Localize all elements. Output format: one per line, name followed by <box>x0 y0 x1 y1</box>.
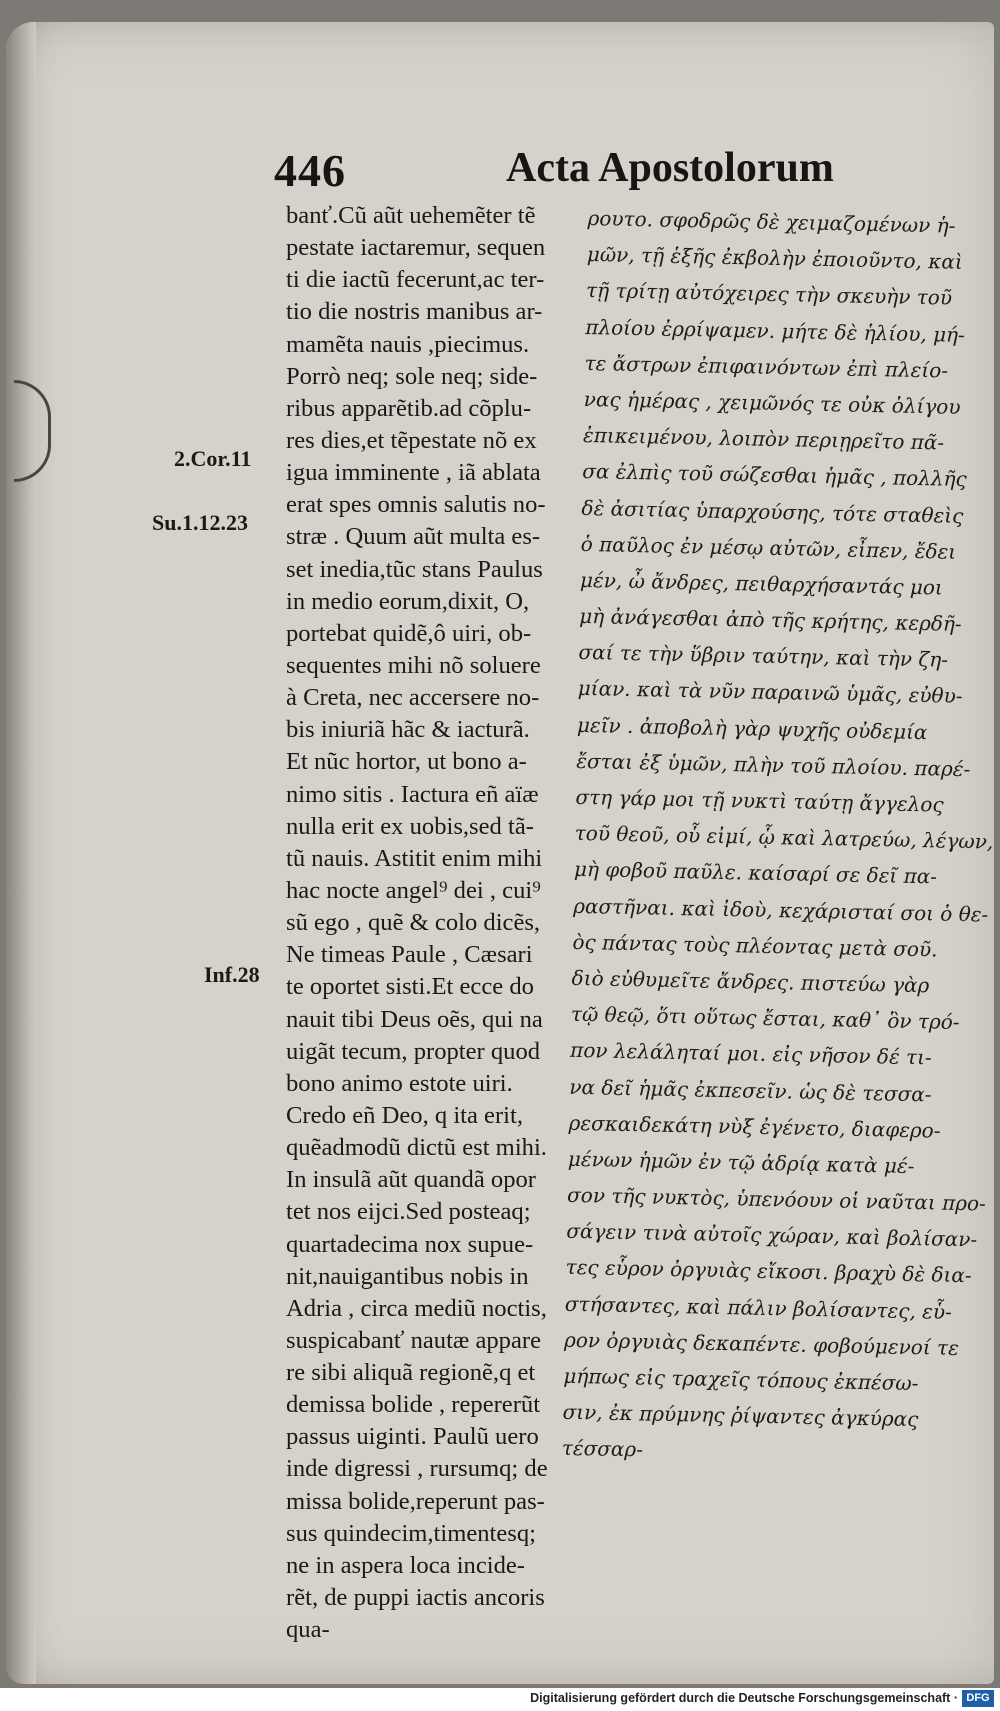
latin-line: tũ nauis. Astitit enim mihi <box>286 844 543 872</box>
latin-line: sequentes mihi nõ soluere <box>286 651 541 679</box>
greek-line: πλοίου ἐρρίψαμεν. μήτε δὲ ἡλίου, μή- <box>585 314 966 347</box>
latin-line: sus quindecim,timentesq; <box>286 1519 537 1547</box>
latin-line: qua- <box>286 1616 330 1644</box>
greek-line: τέσσαρ- <box>561 1436 644 1462</box>
latin-line: ti die iactũ fecerunt,ac ter- <box>286 266 545 294</box>
greek-line: μεῖν . ἀποβολὴ γὰρ ψυχῆς οὐδεμία <box>576 712 928 744</box>
greek-line: ρουτο. σφοδρῶς δὲ χειμαζομένων ἡ- <box>587 205 956 238</box>
latin-line: uigãt tecum, propter quod <box>286 1037 541 1065</box>
greek-line: να δεῖ ἡμᾶς ἐκπεσεῖν. ὡς δὲ τεσσα- <box>569 1074 932 1106</box>
dfg-logo: DFG <box>962 1690 994 1707</box>
greek-line: ὸς πάντας τοὺς πλέοντας μετὰ σοῦ. <box>572 929 938 962</box>
latin-line: igua imminente , iã ablata <box>286 459 541 487</box>
latin-line: portebat quidẽ,ô uiri, ob- <box>286 619 532 647</box>
latin-line: Et nũc hortor, ut bono a- <box>286 748 527 776</box>
greek-line: ρεσκαιδεκάτη νὺξ ἐγένετο, διαφερο- <box>568 1110 941 1143</box>
greek-line: σιν, ἐκ πρύμνης ῥίψαντες ἀγκύρας <box>562 1399 919 1432</box>
latin-line: Credo eñ Deo, q ita erit, <box>286 1101 523 1129</box>
latin-line: tet nos eijci.Sed posteaq; <box>286 1198 531 1226</box>
latin-line: banť.Cũ aũt uehemẽter tẽ <box>286 202 536 229</box>
running-title: Acta Apostolorum <box>506 145 834 191</box>
greek-text-column <box>561 200 994 1474</box>
latin-line: sũ ego , quẽ & colo dicẽs, <box>286 909 541 937</box>
latin-line: re sibi aliquã regionẽ,q et <box>286 1359 536 1387</box>
latin-line: quartadecima nox supue- <box>286 1230 534 1258</box>
page-header <box>6 144 994 204</box>
margin-note: Inf.28 <box>204 962 260 987</box>
greek-line: τοῦ θεοῦ, οὗ εἰμί, ᾧ καὶ λατρεύω, λέγων, <box>574 821 994 854</box>
greek-line: μὴ ἀνάγεσθαι ἀπὸ τῆς κρήτης, κερδῆ- <box>579 603 962 636</box>
latin-line: demissa bolide , repererũt <box>286 1391 541 1419</box>
greek-line: τῇ τρίτῃ αὐτόχειρες τὴν σκευὴν τοῦ <box>585 278 953 311</box>
greek-line: μὴ φοβοῦ παῦλε. καίσαρί σε δεῖ πα- <box>573 857 938 889</box>
greek-line: σον τῆς νυκτὸς, ὑπενόουν οἱ ναῦται προ- <box>566 1182 987 1216</box>
page-gutter-shadow <box>6 22 36 1684</box>
greek-line: σαί τε τὴν ὕβριν ταύτην, καὶ τὴν ζη- <box>578 640 949 672</box>
latin-line: suspicabanť nautæ appare <box>286 1326 541 1354</box>
latin-line: passus uiginti. Paulũ uero <box>286 1423 539 1451</box>
latin-line: tio die nostris manibus ar- <box>286 298 543 326</box>
page-number: 446 <box>274 145 346 196</box>
greek-line: ὁ παῦλος ἐν μέσῳ αὐτῶν, εἶπεν, ἔδει <box>580 531 957 564</box>
greek-line: στήσαντες, καὶ πάλιν βολίσαντες, εὗ- <box>564 1291 953 1324</box>
latin-line: mamẽta nauis ,piecimus. <box>286 330 530 358</box>
margin-note: Su.1.12.23 <box>152 510 248 535</box>
greek-line: σα ἐλπὶς τοῦ σώζεσθαι ἡμᾶς , πολλῆς <box>582 459 968 492</box>
binding-ring <box>14 380 51 482</box>
latin-line: pestate iactaremur, sequen <box>286 234 546 262</box>
margin-note: 2.Cor.11 <box>174 446 252 471</box>
latin-line: In insulã aũt quandã opor <box>286 1166 536 1194</box>
greek-line: τες εὗρον ὀργυιὰς εἴκοσι. βραχὺ δὲ δια- <box>565 1255 972 1288</box>
latin-line: stræ . Quum aũt multa es- <box>286 523 541 551</box>
greek-line: μῶν, τῇ ἑξῆς ἐκβολὴν ἐποιοῦντο, καὶ <box>586 242 963 275</box>
greek-line: σάγειν τινὰ αὐτοῖς χώραν, καὶ βολίσαν- <box>566 1219 978 1252</box>
latin-line: erat spes omnis salutis no- <box>286 491 546 519</box>
latin-line: Porrò neq; sole neq; side- <box>286 362 538 390</box>
digitization-footer <box>0 1688 1000 1711</box>
greek-line: μήπως εἰς τραχεῖς τόπους ἐκπέσω- <box>563 1363 919 1396</box>
latin-line: Ne timeas Paule , Cæsari <box>286 941 533 969</box>
greek-line: νας ἡμέρας , χειμῶνός τε οὐκ ὀλίγου <box>583 386 961 419</box>
greek-line: τε ἄστρων ἐπιφαινόντων ἐπὶ πλείο- <box>584 350 949 383</box>
greek-line: διὸ εὐθυμεῖτε ἄνδρες. πιστεύω γὰρ <box>571 965 930 998</box>
footer-credit: Digitalisierung gefördert durch die Deutsche Forschungsgemeinschaft · <box>530 1691 958 1705</box>
latin-line: ribus apparẽtib.ad cõplu- <box>286 394 532 422</box>
greek-line: τῷ θεῷ, ὅτι οὕτως ἔσται, καθ᾽ ὃν τρό- <box>570 1001 960 1035</box>
greek-line: πον λελάληταί μοι. εἰς νῆσον δέ τι- <box>569 1038 932 1070</box>
greek-line: μένων ἡμῶν ἐν τῷ ἀδρίᾳ κατὰ μέ- <box>567 1146 915 1178</box>
greek-line: ρον ὀργυιὰς δεκαπέντε. φοβούμενοί τε <box>563 1327 960 1360</box>
latin-line: set inedia,tũc stans Paulus <box>286 555 543 583</box>
latin-line: rẽt, de puppi iactis ancoris <box>286 1584 545 1612</box>
latin-line: à Creta, nec accersere no- <box>286 684 540 712</box>
greek-line: στη γάρ μοι τῇ νυκτὶ ταύτῃ ἄγγελος <box>575 784 944 817</box>
greek-line: δὲ ἀσιτίας ὑπαρχούσης, τότε σταθεὶς <box>581 495 964 528</box>
latin-line: bis iniuriã hãc & iacturã. <box>286 716 530 744</box>
latin-line: nit,nauigantibus nobis in <box>286 1262 529 1290</box>
latin-line: res dies,et tẽpestate nõ ex <box>286 426 537 454</box>
latin-line: bono animo estote uiri. <box>286 1069 513 1097</box>
greek-line: μίαν. καὶ τὰ νῦν παραινῶ ὑμᾶς, εὐθυ- <box>577 676 963 709</box>
latin-line: nauit tibi Deus oẽs, qui na <box>286 1005 543 1033</box>
greek-line: ἐπικειμένου, λοιπὸν περιῃρεῖτο πᾶ- <box>582 423 945 455</box>
greek-line: ραστῆναι. καὶ ἰδοὺ, κεχάρισταί σοι ὁ θε- <box>572 893 989 927</box>
latin-line: ne in aspera loca incide- <box>286 1551 525 1579</box>
greek-line: μέν, ὦ ἄνδρες, πειθαρχήσαντάς μοι <box>579 567 944 600</box>
latin-line: nulla erit ex uobis,sed tã- <box>286 812 534 840</box>
latin-line: nimo sitis . Iactura eñ aïæ <box>286 780 539 808</box>
latin-text-column <box>286 200 586 1646</box>
latin-line: te oportet sisti.Et ecce do <box>286 973 534 1001</box>
latin-line: Adria , circa mediũ noctis, <box>286 1294 547 1322</box>
book-page <box>6 22 994 1684</box>
latin-line: hac nocte angel⁹ dei , cui⁹ <box>286 876 541 904</box>
latin-line: missa bolide,reperunt pas- <box>286 1487 545 1515</box>
latin-line: quẽadmodũ dictũ est mihi. <box>286 1134 547 1162</box>
greek-line: ἔσται ἐξ ὑμῶν, πλὴν τοῦ πλοίου. παρέ- <box>576 748 971 781</box>
latin-line: inde digressi , rursumq; de <box>286 1455 548 1483</box>
latin-line: in medio eorum,dixit, O, <box>286 587 530 615</box>
